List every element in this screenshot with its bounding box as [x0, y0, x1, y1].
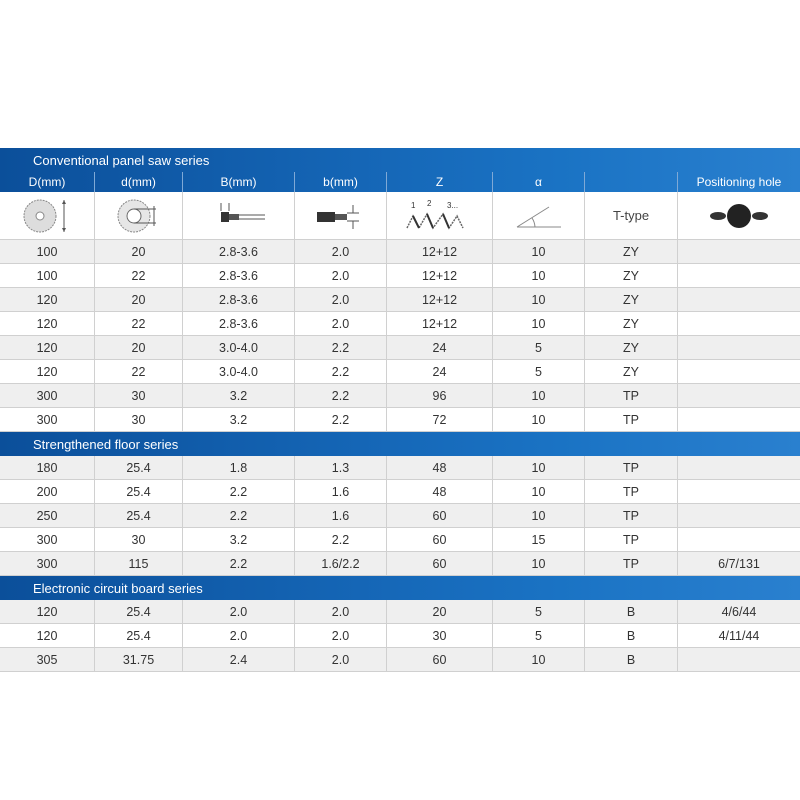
cell-d-bore: 30: [95, 408, 183, 431]
cell-b-kerf: 3.0-4.0: [183, 336, 295, 359]
cell-tooth-type: TP: [585, 408, 678, 431]
cell-alpha: 10: [493, 552, 585, 575]
header-b-kerf: B(mm): [183, 172, 295, 192]
cell-tooth-type: B: [585, 648, 678, 671]
cell-d-bore: 25.4: [95, 456, 183, 479]
column-header-row: [0, 172, 800, 192]
cell-positioning-hole: 6/7/131: [718, 556, 760, 571]
cell-d-bore: 25.4: [95, 504, 183, 527]
cell-tooth-type: ZY: [585, 336, 678, 359]
cell-d-outer: 250: [0, 504, 95, 527]
tooth-type-label: T-type: [612, 208, 650, 223]
tooth-label-1: 1: [410, 200, 415, 210]
cell-positioning-hole: [678, 288, 800, 311]
tooth-label-3: 3...: [446, 200, 458, 210]
section-title-conventional: [0, 148, 800, 172]
cell-tooth-type: TP: [585, 552, 678, 575]
blade-bore-diameter-icon: [114, 196, 164, 236]
cell-alpha: 10: [493, 408, 585, 431]
cell-tooth-type: TP: [585, 456, 678, 479]
section-title: Strengthened floor series: [33, 436, 179, 452]
cell-b-body: 2.2: [295, 384, 387, 407]
cell-b-kerf: 3.2: [183, 408, 295, 431]
cell-positioning-hole: [678, 648, 800, 671]
tooth-count-icon: [405, 198, 475, 234]
cell-positioning-hole: [678, 336, 800, 359]
header-d-outer: D(mm): [0, 172, 95, 192]
cell-b-kerf: 2.0: [183, 624, 295, 647]
cell-z: 60: [387, 528, 493, 551]
cell-alpha: 10: [493, 456, 585, 479]
cell-z: 60: [387, 504, 493, 527]
cell-b-kerf: 2.2: [183, 480, 295, 503]
cell-alpha: 5: [493, 624, 585, 647]
cell-tooth-type: ZY: [585, 264, 678, 287]
cell-z: 30: [387, 624, 493, 647]
cell-tooth-type: B: [585, 600, 678, 623]
cell-alpha: 10: [493, 504, 585, 527]
cell-d-bore: 30: [95, 384, 183, 407]
cell-d-bore: 20: [95, 240, 183, 263]
cell-b-kerf: 2.8-3.6: [183, 312, 295, 335]
cell-alpha: 15: [493, 528, 585, 551]
cell-b-kerf: 2.8-3.6: [183, 264, 295, 287]
cell-d-outer: 100: [0, 264, 95, 287]
cell-z: 12+12: [387, 288, 493, 311]
cell-b-kerf: 2.8-3.6: [183, 288, 295, 311]
cell-alpha: 10: [493, 264, 585, 287]
cell-b-kerf: 3.0-4.0: [183, 360, 295, 383]
table-row: [0, 288, 800, 312]
cell-z: 20: [387, 600, 493, 623]
kerf-width-icon: [209, 201, 269, 231]
cell-b-body: 2.2: [295, 408, 387, 431]
cell-b-kerf: 3.2: [183, 528, 295, 551]
cell-tooth-type: TP: [585, 528, 678, 551]
cell-z: 60: [387, 552, 493, 575]
cell-positioning-hole: [678, 456, 800, 479]
cell-b-body: 2.0: [295, 288, 387, 311]
cell-b-kerf: 2.4: [183, 648, 295, 671]
table-row: [0, 504, 800, 528]
cell-z: 60: [387, 648, 493, 671]
cell-d-bore: 20: [95, 288, 183, 311]
table-row: [0, 408, 800, 432]
cell-tooth-type: ZY: [585, 312, 678, 335]
cell-tooth-type: ZY: [585, 240, 678, 263]
cell-b-kerf: 2.2: [183, 552, 295, 575]
cell-z: 24: [387, 360, 493, 383]
cell-positioning-hole: [678, 312, 800, 335]
cell-b-body: 2.0: [295, 648, 387, 671]
cell-d-bore: 22: [95, 312, 183, 335]
cell-b-body: 2.0: [295, 312, 387, 335]
header-tooth-type: [585, 172, 678, 192]
cell-d-outer: 120: [0, 312, 95, 335]
cell-positioning-hole: [678, 504, 800, 527]
cell-positioning-hole: [678, 360, 800, 383]
table-row: [0, 648, 800, 672]
cell-z: 12+12: [387, 240, 493, 263]
cell-b-body: 2.0: [295, 624, 387, 647]
cell-tooth-type: B: [585, 624, 678, 647]
cell-z: 12+12: [387, 264, 493, 287]
cell-positioning-hole: [678, 264, 800, 287]
cell-tooth-type: TP: [585, 480, 678, 503]
cell-d-bore: 22: [95, 360, 183, 383]
cell-d-outer: 300: [0, 408, 95, 431]
header-positioning-hole: Positioning hole: [696, 175, 782, 189]
header-z: Z: [387, 172, 493, 192]
cell-d-outer: 180: [0, 456, 95, 479]
cell-positioning-hole: 4/6/44: [721, 604, 757, 619]
cell-b-body: 1.6: [295, 504, 387, 527]
cell-b-kerf: 3.2: [183, 384, 295, 407]
table-row: [0, 336, 800, 360]
table-row: [0, 456, 800, 480]
cell-b-kerf: 2.2: [183, 504, 295, 527]
cell-d-outer: 120: [0, 360, 95, 383]
cell-z: 48: [387, 480, 493, 503]
cell-positioning-hole: [678, 240, 800, 263]
cell-b-body: 1.6: [295, 480, 387, 503]
cell-positioning-hole: [678, 480, 800, 503]
cell-alpha: 5: [493, 360, 585, 383]
cell-d-bore: 25.4: [95, 480, 183, 503]
cell-positioning-hole: [678, 408, 800, 431]
cell-tooth-type: ZY: [585, 288, 678, 311]
table-row: [0, 384, 800, 408]
cell-d-bore: 25.4: [95, 600, 183, 623]
cell-b-body: 2.0: [295, 240, 387, 263]
cell-positioning-hole: [678, 384, 800, 407]
cell-alpha: 5: [493, 336, 585, 359]
angle-icon: [509, 201, 569, 231]
header-d-bore: d(mm): [95, 172, 183, 192]
table-row: [0, 528, 800, 552]
table-row: [0, 552, 800, 576]
cell-z: 24: [387, 336, 493, 359]
cell-d-outer: 300: [0, 528, 95, 551]
cell-alpha: 10: [493, 480, 585, 503]
section-title: Conventional panel saw series: [33, 152, 210, 168]
section-title-band: [0, 576, 800, 600]
cell-tooth-type: ZY: [585, 360, 678, 383]
cell-z: 48: [387, 456, 493, 479]
table-row: [0, 624, 800, 648]
cell-b-body: 1.6/2.2: [295, 552, 387, 575]
cell-d-bore: 22: [95, 264, 183, 287]
cell-b-kerf: 1.8: [183, 456, 295, 479]
cell-d-outer: 120: [0, 336, 95, 359]
table-row: [0, 264, 800, 288]
positioning-hole-icon: [704, 201, 774, 231]
cell-b-body: 2.2: [295, 360, 387, 383]
cell-z: 12+12: [387, 312, 493, 335]
diagram-icon-row: [0, 192, 800, 240]
tooth-label-2: 2: [426, 198, 431, 208]
cell-positioning-hole: 4/11/44: [718, 628, 760, 643]
cell-alpha: 10: [493, 240, 585, 263]
cell-alpha: 10: [493, 288, 585, 311]
header-b-body: b(mm): [295, 172, 387, 192]
cell-d-bore: 30: [95, 528, 183, 551]
cell-b-kerf: 2.0: [183, 600, 295, 623]
cell-d-outer: 120: [0, 600, 95, 623]
cell-b-body: 2.0: [295, 600, 387, 623]
cell-d-outer: 100: [0, 240, 95, 263]
cell-positioning-hole: [678, 528, 800, 551]
section-title: Electronic circuit board series: [33, 580, 203, 596]
cell-b-body: 2.2: [295, 336, 387, 359]
cell-b-body: 2.0: [295, 264, 387, 287]
table-row: [0, 312, 800, 336]
cell-alpha: 10: [493, 312, 585, 335]
cell-tooth-type: TP: [585, 384, 678, 407]
cell-d-outer: 300: [0, 384, 95, 407]
header-alpha: α: [493, 172, 585, 192]
table-row: [0, 600, 800, 624]
blade-outer-diameter-icon: [22, 196, 72, 236]
cell-b-body: 2.2: [295, 528, 387, 551]
cell-alpha: 5: [493, 600, 585, 623]
cell-d-outer: 300: [0, 552, 95, 575]
table-row: [0, 240, 800, 264]
section-title-band: [0, 432, 800, 456]
cell-alpha: 10: [493, 384, 585, 407]
cell-b-body: 1.3: [295, 456, 387, 479]
cell-d-bore: 115: [95, 552, 183, 575]
body-thickness-icon: [311, 201, 371, 231]
cell-d-outer: 120: [0, 288, 95, 311]
cell-d-bore: 31.75: [95, 648, 183, 671]
cell-d-bore: 20: [95, 336, 183, 359]
cell-d-outer: 120: [0, 624, 95, 647]
cell-d-outer: 200: [0, 480, 95, 503]
table-row: [0, 360, 800, 384]
cell-alpha: 10: [493, 648, 585, 671]
table-row: [0, 480, 800, 504]
cell-z: 96: [387, 384, 493, 407]
cell-z: 72: [387, 408, 493, 431]
cell-d-outer: 305: [0, 648, 95, 671]
cell-tooth-type: TP: [585, 504, 678, 527]
cell-d-bore: 25.4: [95, 624, 183, 647]
cell-b-kerf: 2.8-3.6: [183, 240, 295, 263]
